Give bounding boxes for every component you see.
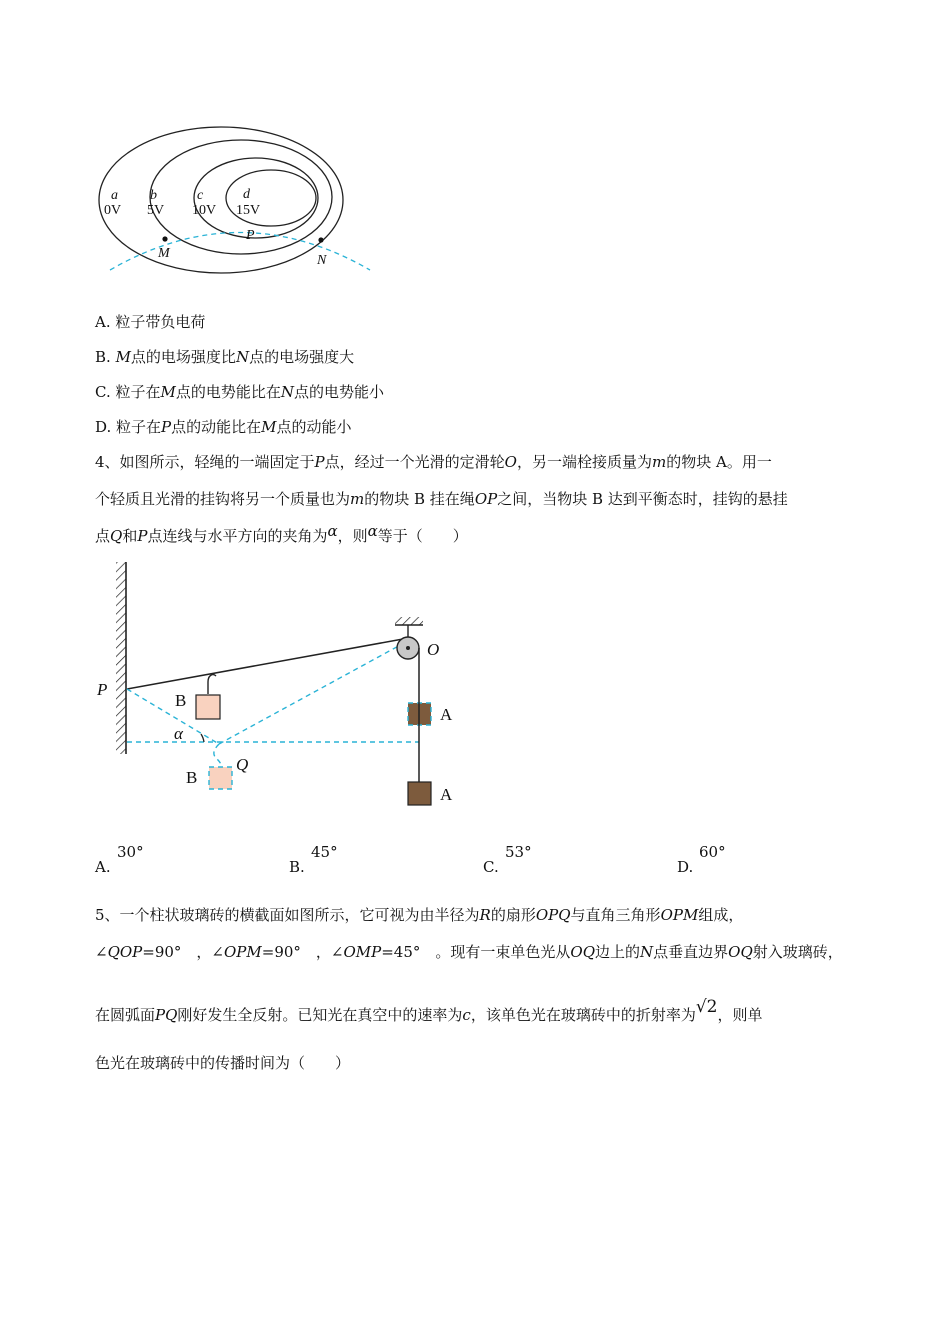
option-text: M xyxy=(160,383,176,401)
option-letter: A. xyxy=(95,858,111,876)
particle-trajectory xyxy=(110,233,370,271)
dashed-rope-QO xyxy=(219,643,404,744)
stem-text: 点垂直边界 xyxy=(653,943,729,961)
label-d-voltage: 15V xyxy=(236,203,261,218)
q3-option-b xyxy=(95,347,354,367)
label-d: d xyxy=(243,187,250,202)
block-A[interactable] xyxy=(408,782,431,805)
label-alpha: α xyxy=(174,724,183,743)
stem-text: 点连线与水平方向的夹角为 xyxy=(147,527,328,545)
q3-option-a xyxy=(95,312,205,332)
label-B-bottom: B xyxy=(186,768,198,787)
stem-text: c xyxy=(462,1006,471,1024)
stem-text: 5、一个柱状玻璃砖的横截面如图所示，它可视为由半径为 xyxy=(95,906,480,924)
stem-text: 和 xyxy=(122,527,138,545)
q3-option-d xyxy=(95,417,352,437)
q4-stem-line-1 xyxy=(95,452,772,472)
label-b: b xyxy=(150,188,157,203)
point-M xyxy=(162,236,167,241)
label-N: N xyxy=(317,253,327,268)
option-letter: C. xyxy=(483,858,499,876)
ceiling-hatch xyxy=(395,617,423,625)
stem-text: 边上的 xyxy=(595,943,641,961)
stem-text: 射入玻璃砖， xyxy=(752,943,843,961)
stem-text: R xyxy=(479,906,491,924)
equipotential-figure xyxy=(95,122,385,282)
stem-text: 的物块 A。用一 xyxy=(666,453,772,471)
alpha-symbol: α xyxy=(367,522,378,540)
pulley-figure xyxy=(95,560,475,820)
stem-text: m xyxy=(651,453,667,471)
stem-text: QOP xyxy=(107,943,143,961)
stem-text: P xyxy=(137,527,148,545)
q5-stem-line-1 xyxy=(95,905,743,925)
label-M: M xyxy=(158,246,170,261)
option-letter: C. xyxy=(95,383,116,401)
stem-text: 与直角三角形 xyxy=(570,906,661,924)
label-O: O xyxy=(427,640,440,659)
q5-stem-line-3 xyxy=(95,997,763,1025)
stem-text: =45° 。现有一束单色光从 xyxy=(381,943,571,961)
option-text: 粒子带负电荷 xyxy=(115,313,206,331)
stem-text: Q xyxy=(110,527,123,545)
stem-text: 色光在玻璃砖中的传播时间为（ ） xyxy=(95,1054,351,1072)
stem-text: =90° ，∠ xyxy=(142,943,224,961)
stem-text: ，该单色光在玻璃砖中的折射率为 xyxy=(470,1006,696,1024)
q4-stem-line-2 xyxy=(95,489,788,509)
option-value: 53° xyxy=(505,843,532,861)
stem-text: 的扇形 xyxy=(490,906,536,924)
option-value: 60° xyxy=(699,843,726,861)
q4-stem-line-3 xyxy=(95,522,468,546)
stem-text: O xyxy=(504,453,517,471)
equipotential-a xyxy=(99,127,343,273)
stem-text: 组成， xyxy=(698,906,744,924)
label-c: c xyxy=(197,188,204,203)
stem-text: OMP xyxy=(343,943,382,961)
option-text: M xyxy=(115,348,131,366)
q4-option-a[interactable] xyxy=(95,843,144,876)
stem-text: ，则 xyxy=(337,527,368,545)
option-text: 点的电势能比在 xyxy=(175,383,281,401)
alpha-symbol: α xyxy=(327,522,338,540)
label-a: a xyxy=(111,188,118,203)
equipotential-c xyxy=(194,158,318,238)
q4-option-d[interactable] xyxy=(677,843,726,876)
stem-text: ，则单 xyxy=(717,1006,763,1024)
option-text: M xyxy=(261,418,277,436)
dashed-hook xyxy=(214,744,221,768)
stem-text: ，另一端栓接质量为 xyxy=(516,453,652,471)
stem-text: OPM xyxy=(660,906,699,924)
label-B-top: B xyxy=(175,691,187,710)
stem-text: 点，经过一个光滑的定滑轮 xyxy=(324,453,505,471)
label-Q: Q xyxy=(236,755,249,774)
option-text: N xyxy=(280,383,294,401)
label-P: P xyxy=(246,228,255,243)
stem-text: 个轻质且光滑的挂钩将另一个质量也为 xyxy=(95,490,351,508)
option-text: P xyxy=(161,418,172,436)
block-B-dashed[interactable] xyxy=(209,767,232,789)
stem-text: 的物块 B 挂在绳 xyxy=(364,490,475,508)
option-text: 粒子在 xyxy=(115,383,161,401)
q5-stem-line-4 xyxy=(95,1053,350,1073)
q5-stem-line-2 xyxy=(95,942,843,962)
label-A-bottom: A xyxy=(440,785,453,804)
stem-text: OQ xyxy=(570,943,596,961)
point-N xyxy=(318,237,323,242)
option-letter: D. xyxy=(95,418,117,436)
option-text: 点的电势能小 xyxy=(294,383,385,401)
angle-arc xyxy=(201,734,204,742)
option-text: N xyxy=(235,348,250,366)
option-letter: B. xyxy=(95,348,116,366)
option-value: 45° xyxy=(311,843,338,861)
stem-text: m xyxy=(350,490,365,508)
hook-B xyxy=(208,675,216,694)
block-B[interactable] xyxy=(196,695,220,719)
label-a-voltage: 0V xyxy=(104,203,122,218)
option-text: 粒子在 xyxy=(116,418,162,436)
option-text: 点的动能比在 xyxy=(171,418,262,436)
rope-PO xyxy=(127,639,403,689)
stem-text: OPM xyxy=(224,943,262,961)
stem-text: 等于（ ） xyxy=(377,527,468,545)
stem-text: 刚好发生全反射。已知光在真空中的速率为 xyxy=(177,1006,463,1024)
label-b-voltage: 5V xyxy=(147,203,165,218)
option-text: 点的电场强度比 xyxy=(130,348,236,366)
stem-text: 点 xyxy=(95,527,111,545)
option-value: 30° xyxy=(117,843,144,861)
q4-option-c[interactable] xyxy=(483,843,532,876)
stem-text: 在圆弧面 xyxy=(95,1006,156,1024)
stem-text: OQ xyxy=(728,943,753,961)
q3-option-c xyxy=(95,382,384,402)
sqrt-two: √2 xyxy=(695,997,718,1017)
label-A-top: A xyxy=(440,705,453,724)
stem-text: PQ xyxy=(155,1006,178,1024)
option-letter: A. xyxy=(95,313,116,331)
stem-text: OP xyxy=(474,490,498,508)
pulley-axle xyxy=(406,646,410,650)
option-letter: B. xyxy=(289,858,305,876)
stem-text: =90° ，∠ xyxy=(261,943,344,961)
label-c-voltage: 10V xyxy=(192,203,217,218)
stem-text: N xyxy=(640,943,654,961)
q4-option-b[interactable] xyxy=(289,843,338,876)
stem-text: OPQ xyxy=(535,906,571,924)
option-text: 点的电场强度大 xyxy=(249,348,355,366)
option-text: 点的动能小 xyxy=(276,418,352,436)
option-letter: D. xyxy=(677,858,694,876)
stem-text: P xyxy=(314,453,325,471)
stem-text: 4、如图所示，轻绳的一端固定于 xyxy=(95,453,315,471)
stem-text: 之间，当物块 B 达到平衡态时，挂钩的悬挂 xyxy=(497,490,788,508)
stem-text: ∠ xyxy=(95,943,108,961)
wall-hatch xyxy=(116,562,126,754)
label-P: P xyxy=(97,680,108,699)
